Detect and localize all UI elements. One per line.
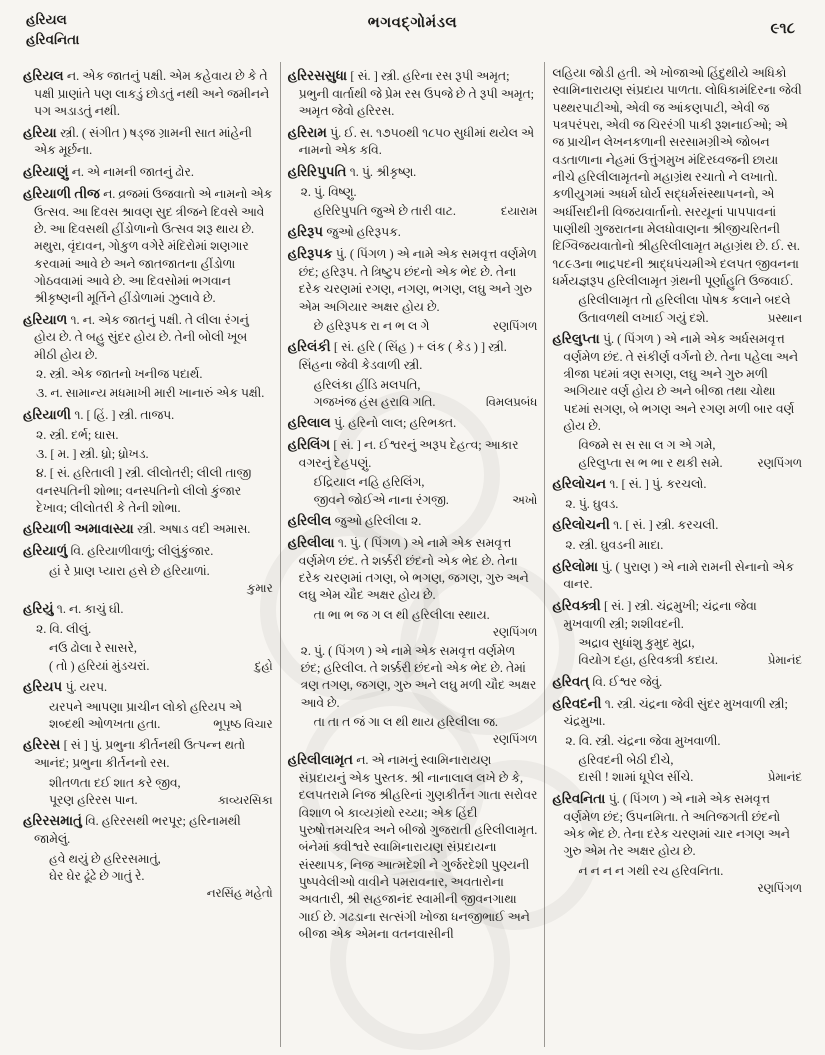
quote-source: પ્રસ્થાન <box>767 310 803 325</box>
quote-source: પ્રેમાનંદ <box>767 653 803 668</box>
quote-source: દુહો <box>254 658 273 673</box>
quote-line <box>314 624 538 641</box>
entry-headword: હરિલંકી <box>287 339 334 355</box>
sub-sense: ૨. પું. ઘુવડ. <box>565 497 619 511</box>
quote-line <box>578 437 802 454</box>
quote-source: રણપિંગળ <box>492 319 538 334</box>
quote-text: અદ્રાવ સુધાંશુ કુમુદ મુદ્રા, <box>578 635 695 650</box>
quote-source: દયારામ <box>500 203 538 218</box>
sub-sense: ૨. સ્ત્રી. ઘુવડની માદા. <box>565 538 664 553</box>
sub-sense: ૨. વિ. સ્ત્રી. ચંદ્રના જેવા મુખવાળી. <box>565 733 721 748</box>
quote-source: રણપિંગળ <box>757 455 803 470</box>
dictionary-entry: હરિયપ પું. યરપ. <box>23 678 108 694</box>
sub-sense: ૨. વિ. લીલું. <box>36 621 92 636</box>
dictionary-entry: હરિયાળી ૧. [ હિં. ] સ્ત્રી. તાજપ. <box>23 406 175 422</box>
entry-headword: હરિયું <box>23 600 57 616</box>
quote-text: છે હરિરૂપક રા ન ભ લ ગે <box>313 319 430 334</box>
dictionary-entry: હરિલોમા પું. ( પુરાણ ) એ નામે રામની સેનાનો એક વાનર. <box>552 558 794 592</box>
quote-source: અખો <box>512 492 538 507</box>
entry-headword: હરિયાળું <box>23 543 71 559</box>
quote-line <box>49 851 273 868</box>
entry-headword: હરિલુપ્તા <box>552 330 604 346</box>
quotation <box>288 607 538 641</box>
entry-headword: હરિરૂપક <box>287 246 336 262</box>
quote-source: કુમાર <box>247 581 273 596</box>
quote-source: નરસિંહ મહેતો <box>206 886 273 901</box>
quote-line <box>49 658 273 675</box>
quote-text: હાં રે પ્રાણ પ્યારા હસે છે હરિયાળાં. <box>49 564 210 579</box>
quote-line <box>314 394 538 411</box>
dictionary-entry: હરિરસમાતું વિ. હરિરસથી ભરપૂર; હરિનામથી જામેલું. <box>23 813 241 847</box>
guide-word-top: હરિયલ <box>26 12 67 27</box>
sub-sense: ૨. સ્ત્રી. એક જાતનો ખનીજ પદાર્થ. <box>36 367 203 382</box>
quote-source: રણપિંગળ <box>757 880 803 895</box>
entry-headword: હરિયાળી <box>23 406 75 422</box>
page-header <box>16 10 809 62</box>
quote-line <box>314 474 538 491</box>
dictionary-entry: હરિરિપુપતિ ૧. પું. શ્રીકૃષ્ણ. <box>287 163 417 179</box>
quotation <box>552 863 802 897</box>
entry-headword: હરિયા <box>23 124 61 140</box>
quotation <box>23 640 273 675</box>
dictionary-entry: હરિયા સ્ત્રી. ( સંગીત ) ષડ્જ ગ્રામની સાત માંહેની એક મૂર્છના. <box>23 124 252 158</box>
quote-text: હરિવદની બેઠી દીચે, <box>578 753 674 768</box>
quote-line <box>49 885 273 902</box>
quotation <box>552 292 802 327</box>
quote-source: પ્રેમાનંદ <box>767 770 803 785</box>
dictionary-entry: હરિવત્ વિ. ઈશ્વર જેવું. <box>552 673 663 689</box>
entry-continuation: લહિયા જોડી હતી. એ ખોજાઓ હિંદુથીયે અધિકો સ્વામિનારાયણ સંપ્રદાય પાળતા. લોધિકામંદિરના જેવી પથ્થરપાટીઓ, એવી જ આંકણપાટી, એવી જ પત્રપરંપરા, એવી જ ચિરરંગી પાકી રૂશનાઈઓ; એ જ પ્રાચીન લેખનકળાની સરસામગ્રીએ જોબન વડતાળાના નેહમાં ઉત્તુંગમુખ મંદિરધ્વજની છાયા નીચે હરિલીલામૃતનો મહાગ્રંથ રચાતો ને લખાતો. કળીયુગમાં અધર્મ ઘોર્ય સદ્ધર્મસંસ્થાપનનો, એ અર્ધીસદીની વિજયવાર્તાનો. સરયૂનાં પાપપાવનાં પાણીથી ગુજરાતના મેલધોવાણના શ્રીજીચરિતની દિગ્વિજયવાતોનો શ્રીહરિલીલામૃત મહાગ્રંથ છે. ઈ. સ. ૧૮૯૩ના ભાદ્રપદની શ્રાદ્ધપંચમીએ દલપત જીવનના ધર્મયજ્ઞરૂપ હરિલીલામૃત ગ્રંથની પૂર્ણાહુતિ ઉજવાઈ. <box>552 66 802 288</box>
dictionary-entry: હરિવનિતા પું. ( પિંગળ ) એ નામે એક સમવૃત્ત વર્ણમેળ છંદ; ઉપનમિતા. તે અતિજગતી છંદનો એક ભેદ છે. તેના દરેક ચરણમાં ચાર નગણ અને ગુરુ એમ તેર અક્ષર હોય છે. <box>552 790 790 859</box>
quote-line <box>314 318 538 335</box>
quote-text: હરિલુપ્તા સ ભ ભા ર થકી સમે. <box>578 455 723 470</box>
quote-line <box>578 652 802 669</box>
column-1 <box>16 62 280 1047</box>
quote-line <box>578 880 802 897</box>
entry-headword: હરિલોમા <box>552 558 602 574</box>
quote-text: પૂરણ હરિરસ પાન. <box>49 792 138 807</box>
column-2 <box>280 62 545 1047</box>
dictionary-entry: હરિયાળું વિ. હરિયાળીવાળું; લીલુંકુંજાર. <box>23 543 214 559</box>
dictionary-entry: હરિરસ [ સં ] પું. પ્રભુના કીર્તનથી ઉત્પન્ન થતો આનંદ; પ્રભુના કીર્તનનો રસ. <box>23 737 246 771</box>
dictionary-entry: હરિરૂપક પું. ( પિંગળ ) એ નામે એક સમવૃત્ત વર્ણમેળ છંદ; હરિરૂપ. તે ત્રિષ્ટુપ છંદનો એક ભેદ છે. તેના દરેક ચરણમાં રગણ, નગણ, ભગણ, લઘુ અને ગુરુ એમ અગિયાર અક્ષર હોય છે. <box>287 246 537 314</box>
quotation <box>23 775 273 810</box>
dictionary-entry: હરિરસસુધા [ સં. ] સ્ત્રી. હરિના રસ રૂપી અમૃત; પ્રભુની વાર્તાથી જે પ્રેમ રસ ઉપજે છે તે રૂપી અમૃત; અમૃત જેવો હરિરસ. <box>287 68 535 119</box>
quote-line <box>314 492 538 509</box>
quote-text: જીવને જોઈએ નાના રંગજી. <box>313 492 449 507</box>
quote-text: નઉ ઢોલા રે સાસરે, <box>49 641 137 656</box>
entry-headword: હરિરિપુપતિ <box>287 163 350 179</box>
quotation <box>288 474 538 509</box>
quote-text: તા તા ત જં ગા લ થી થાય હરિલીલા જ. <box>313 715 498 730</box>
quote-text: યરપને આપણા પ્રાચીન લોકો હરિયપ એ <box>49 699 242 714</box>
quote-line <box>49 792 273 809</box>
quote-line <box>578 292 802 309</box>
quotation <box>288 318 538 335</box>
dictionary-entry: હરિલીલામૃત ન. એ નામનું સ્વામિનારાયણ સંપ્રદાયનું એક પુસ્તક. શ્રી નાનાલાલ લખે છે કે, દલપતરામે નિજ શ્રીહરિનાં ગુણકીર્તન ગાતા સરોવર વિશાળ બે કાવ્યગ્રંથો રચ્યા; એક હિંદી પુરુષોત્તમચરિત્ર અને બીજો ગુજરાતી હરિલીલામૃત. બંનેમાં ક્વીશ્વરે સ્વામિનારાયણ સંપ્રદાયના સંસ્થાપક, નિજ આત્મદેશી ને ગુર્જરદેશી પુણ્યની પુષ્પવેલીઓ વાવીને પમરાવનાર, અવતારોના અવતારી, શ્રી સહજાનંદ સ્વામીની જીવનગાથા ગાઈ છે. ગઢડાના સત્સંગી ખોજા ધનજીભાઈ અને બીજા એક એમના વતનવાસીની <box>287 752 538 941</box>
entry-headword: હરિવત્ <box>552 673 593 689</box>
quotation <box>288 203 538 220</box>
entry-headword: હરિરસસુધા <box>287 68 351 83</box>
entry-headword: હરિયાળ <box>23 311 71 327</box>
quote-line <box>49 868 273 885</box>
entry-headword: હરિયાળી તીજ <box>23 185 104 201</box>
entry-headword: હરિવક્ત્રી <box>552 597 605 613</box>
quote-source: વિમલપ્રબંધ <box>485 394 538 409</box>
quote-text: ( તો ) હરિયાં મુંડચરાં. <box>49 658 150 673</box>
quote-source: રણપિંગળ <box>492 732 538 747</box>
quotation <box>23 851 273 902</box>
quote-line <box>578 455 802 472</box>
quotation <box>23 699 273 734</box>
quote-line <box>578 769 802 786</box>
entry-headword: હરિરસ <box>23 737 64 753</box>
guide-word-bottom: હરિવનિતા <box>26 32 80 48</box>
entry-headword: હરિરસમાતું <box>23 813 86 829</box>
quote-text: હરિલીલામૃત તો હરિલીલા પોષક કલાને બદલે <box>578 293 791 308</box>
dictionary-entry: હરિવક્ત્રી [ સં. ] સ્ત્રી. ચંદ્રમુખી; ચંદ્રના જેવા મુખવાળી સ્ત્રી; શશીવદની. <box>552 597 757 631</box>
quote-text: હરિરિપુપતિ જુએ છે તારી વાટ. <box>313 203 456 218</box>
entry-headword: હરિરૂપ <box>287 224 327 240</box>
quote-line <box>49 716 273 733</box>
quote-text: હરિલંકા હીંડિ મલપતિ, <box>313 377 421 392</box>
quote-text: ઘેર ઘેર ઢૂંઢે છે ગાતું રે. <box>49 868 145 883</box>
dictionary-entry: હરિયાણું ન. એ નામની જાતનું ઢોર. <box>23 163 194 179</box>
dictionary-entry: હરિયું ૧. ન. કાચું ઘી. <box>23 600 124 616</box>
quote-line <box>49 640 273 657</box>
quote-line <box>578 863 802 880</box>
quote-text: ન ન ન ન ગથી રચ હરિવનિતા. <box>578 863 724 878</box>
quote-line <box>578 752 802 769</box>
entry-headword: હરિરામ <box>287 124 331 140</box>
sub-sense: ૩. [ મ. ] સ્ત્રી. ધ્રો; ધ્રોખડ. <box>36 446 149 461</box>
entry-headword: હરિલાલ <box>287 415 335 431</box>
quote-line <box>49 563 273 580</box>
quote-line <box>314 731 538 748</box>
dictionary-entry: હરિલોચન ૧. [ સં. ] પું. કરચલો. <box>552 476 707 492</box>
dictionary-entry: હરિલીલા ૧. પું. ( પિંગળ ) એ નામે એક સમવૃત્ત વર્ણમેળ છંદ. તે શર્ક્કરી છંદનો એક ભેદ છે. તેના દરેક ચરણમાં તગણ, બે ભગણ, જગણ, ગુરુ અને લઘુ એમ ચૌદ અક્ષર હોય છે. <box>287 534 529 603</box>
dictionary-entry: હરિયાળી અમાવાસ્યા સ્ત્રી. અષાડ વદી અમાસ. <box>23 521 251 537</box>
quote-line <box>314 714 538 731</box>
quotation <box>552 752 802 787</box>
dictionary-entry: હરિલુપ્તા પું. ( પિંગળ ) એ નામે એક અર્ધસમવૃત્ત વર્ણમેળ છંદ. તે સંકીર્ણ વર્ગનો છે. તેના પહેલા અને ત્રીજા પદમાં ત્રણ સગણ, લઘુ અને ગુરુ મળી અગિયાર વર્ણ હોય છે અને બીજા તથા ચોથા પદમાં સગણ, બે ભગણ અને રગણ મળી બાર વર્ણ હોય છે. <box>552 330 799 434</box>
page-title: ભગવદ્ગોમંડલ <box>367 15 458 31</box>
sub-sense: ૪. [ સં. હરિતાલી ] સ્ત્રી. લીલોતરી; લીલી તાજી વનસ્પતિની શોભા; વનસ્પતિનો લીલો કુંજાર દેખાવ; લીલોતરી કે તેની શોભા. <box>36 466 252 515</box>
quote-source: રણપિંગળ <box>492 625 538 640</box>
quote-line <box>49 775 273 792</box>
quote-source: કાવ્યરસિકા <box>217 792 273 807</box>
dictionary-entry: હરિરામ પું. ઈ. સ. ૧૭૫૦થી ૧૮૫૦ સુધીમાં થયેલ એ નામનો એક કવિ. <box>287 124 534 158</box>
sub-sense: ૩. ન. સામાન્ય મધમાખી મારી ખાનારું એક પક્ષી. <box>36 386 265 401</box>
quote-text: શબ્દથી ઓળખતા હતા. <box>49 717 161 732</box>
page-number: ૯૧૮ <box>770 21 795 37</box>
quote-text: ઉતાવળથી લખાઈ ગયું દશે. <box>578 310 709 325</box>
quote-line <box>49 580 273 597</box>
quotation <box>552 437 802 472</box>
quote-text: ગજખંજ હંસ હરાવિ ગતિ. <box>313 394 436 409</box>
entry-headword: હરિવનિતા <box>552 790 609 806</box>
quote-line <box>314 203 538 220</box>
quote-line <box>49 699 273 716</box>
quote-line <box>578 310 802 327</box>
quote-text: વિજમે સ સ સા લ ગ એ ગમે, <box>578 438 716 453</box>
quote-line <box>314 607 538 624</box>
dictionary-entry: હરિયાળી તીજ ન. વ્રજમાં ઉજવાતો એ નામનો એક ઉત્સવ. આ દિવસ શ્રાવણ સુદ ત્રીજને દિવસે આવે છે. આ દિવસથી હીંડોળાનો ઉત્સવ શરૂ થાય છે. મથુરા, વૃંદાવન, ગોકુળ વગેરે મંદિરોમાં શણગાર કરવામાં આવે છે અને જાતજાતના હીંડોળા ગોઠવવામાં આવે છે. આ દિવસોમાં ભગવાન શ્રીકૃષ્ણની મૂર્તિને હીંડોળામાં ઝુલાવે છે. <box>23 185 273 306</box>
entry-headword: હરિલોચની <box>552 517 614 533</box>
quote-text: હવે થયું છે હરિરસમાતું, <box>49 851 161 866</box>
entry-headword: હરિલીલ <box>287 513 335 529</box>
entry-headword: હરિલોચન <box>552 476 610 492</box>
dictionary-entry: હરિવદની ૧. સ્ત્રી. ચંદ્રના જેવી સુંદર મુખવાળી સ્ત્રી; ચંદ્રમુખા. <box>552 695 788 729</box>
quote-text: વિયોગ દહા, હરિવક્ત્રી કદાય. <box>578 653 718 668</box>
dictionary-entry: હરિયાળ ૧. ન. એક જાતનું પક્ષી. તે લીલા રંગનું હોય છે. તે બહુ સુંદર હોય છે. તેની બોલી ખૂબ મીઠી હોય છે. <box>23 311 249 362</box>
entry-headword: હરિયલ <box>23 68 67 83</box>
dictionary-entry: હરિલંકી [ સં. હરિ ( સિંહ ) + લંક ( કેડ ) ] સ્ત્રી. સિંહના જેવી કેડવાળી સ્ત્રી. <box>287 339 507 373</box>
entry-headword: હરિયપ <box>23 678 66 694</box>
entry-headword: હરિલીલા <box>287 534 338 550</box>
dictionary-entry: હરિયલ ન. એક જાતનું પક્ષી. એમ કહેવાય છે કે તે પક્ષી પ્રાણાંતે પણ લાકડું છોડતું નથી અને જમીનને પગ અડાડતું નથી. <box>23 68 270 119</box>
quotation <box>552 635 802 670</box>
quote-line <box>578 635 802 652</box>
quote-text: શીતળતા દઈ શાત કરે જીવ, <box>49 775 181 790</box>
dictionary-entry: હરિલીલ જુઓ હરિલીલા ૨. <box>287 513 422 529</box>
entry-headword: હરિવદની <box>552 695 605 711</box>
dictionary-entry: હરિલોચની ૧. [ સં. ] સ્ત્રી. કરચલી. <box>552 517 719 533</box>
quotation <box>23 563 273 597</box>
sub-sense: ૨. પું. વિષ્ણુ. <box>300 184 357 199</box>
dictionary-entry: હરિરૂપ જુઓ હરિરૂપક. <box>287 224 401 240</box>
dictionary-entry: હરિલિંગ [ સં. ] ન. ઈશ્વરનું અરૂપ દેહત્વ; આકાર વગરનું દેહપણું. <box>287 437 519 471</box>
column-3 <box>544 62 809 1047</box>
entry-headword: હરિલીલામૃત <box>287 752 357 768</box>
quote-text: દાસી ! શામાં ધૂપેલ સીંચે. <box>578 770 694 785</box>
quote-text: તા ભા ભ જ ગ લ થી હરિલીલા સ્થાય. <box>313 607 490 622</box>
columns-container <box>16 62 809 1047</box>
dictionary-entry: હરિલાલ પું. હરિનો લાલ; હરિભક્ત. <box>287 415 457 431</box>
sub-sense: ૨. પું. ( પિંગળ ) એ નામે એક સમવૃત્ત વર્ણમેળ છંદ; હરિલીલ. તે શર્ક્કરી છંદનો એક ભેદ છે. તેમાં ત્રણ તગણ, જગણ, ગુરુ અને લઘુ મળી ચૌદ અક્ષર આવે છે. <box>300 643 537 710</box>
quotation <box>288 377 538 412</box>
quote-text: ઈદ્રિયાલ નહિ હરિલિંગ, <box>313 475 425 490</box>
entry-headword: હરિયાળી અમાવાસ્યા <box>23 521 138 537</box>
entry-headword: હરિલિંગ <box>287 437 334 453</box>
quotation <box>288 714 538 748</box>
quote-line <box>314 377 538 394</box>
sub-sense: ૨. સ્ત્રી. દર્ભ; ઘાસ. <box>36 427 119 442</box>
quote-source: ભૂપૃષ્ઠ વિચાર <box>213 717 273 732</box>
entry-headword: હરિયાણું <box>23 163 72 179</box>
